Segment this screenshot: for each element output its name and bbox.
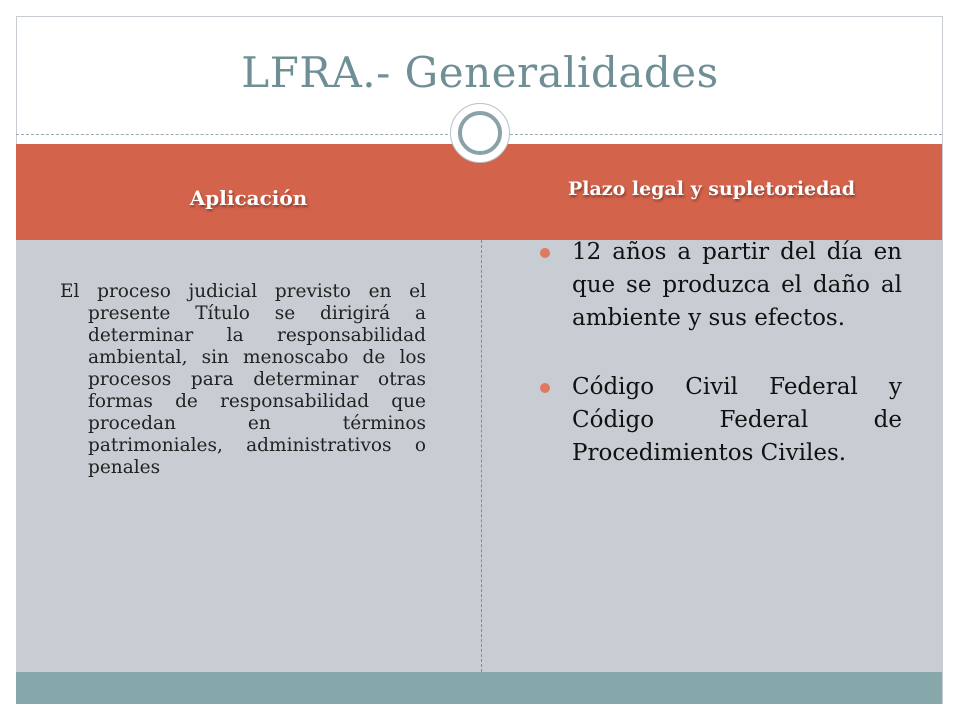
circle-ornament-inner: [458, 111, 502, 155]
list-item: [540, 236, 902, 335]
list-item: [540, 371, 902, 470]
bullet-text: Código Civil Federal y Código Federal de Procedimientos Civiles.: [572, 374, 902, 466]
aplicacion-text: El proceso judicial previsto en el presente Título se dirigirá a determinar la responsabilidad ambiental, sin menoscabo de los procesos para determinar otras formas de responsabilidad que procedan en términos patrimoniales, administrativos o penales: [60, 281, 426, 478]
plazo-bullet-list: [540, 236, 902, 506]
header-aplicacion: Aplicación: [189, 186, 308, 210]
footer-band: [16, 672, 942, 704]
bullet-dot-icon: [540, 383, 550, 393]
slide-title: LFRA.- Generalidades: [241, 48, 719, 97]
column-divider: [481, 240, 482, 672]
header-plazo-legal: Plazo legal y supletoriedad: [567, 178, 856, 200]
bullet-text: 12 años a partir del día en que se produzca el daño al ambiente y sus efectos.: [572, 239, 902, 331]
circle-ornament-icon: [450, 103, 510, 163]
bullet-dot-icon: [540, 248, 550, 258]
